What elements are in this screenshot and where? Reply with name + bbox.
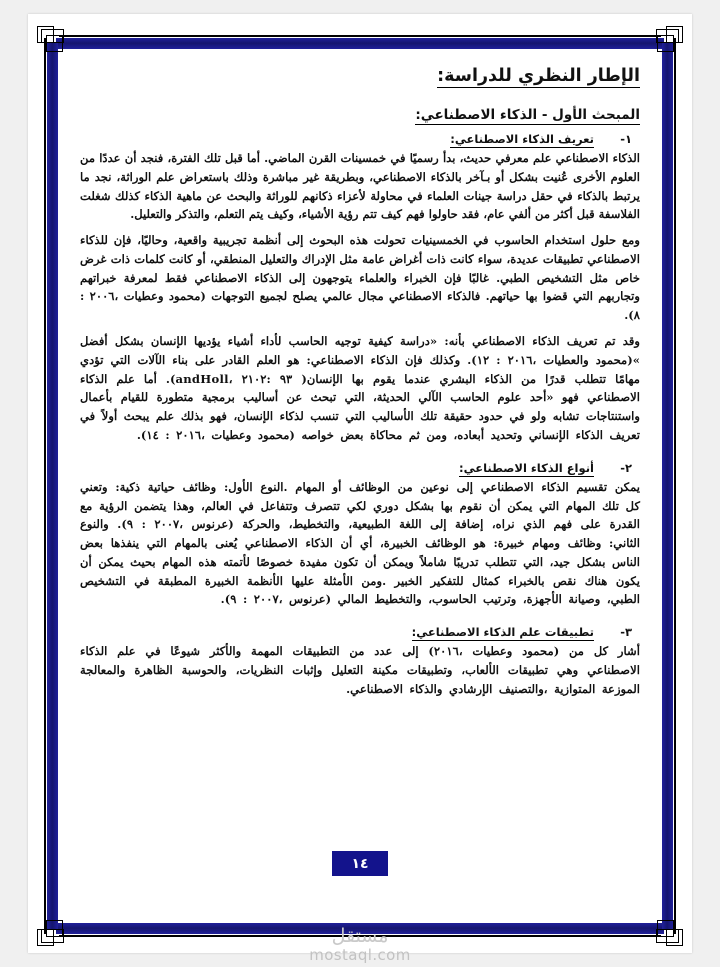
document-page (28, 14, 692, 953)
section-heading-2 (80, 461, 640, 475)
border-band-top (56, 38, 664, 49)
section-heading-label-2: أنواع الذكاء الاصطناعي: (458, 460, 594, 475)
section-index-1: ١- (620, 132, 632, 146)
border-band-right (662, 43, 673, 929)
border-corner-knot-top-left (37, 26, 73, 62)
watermark-latin: mostaql.com (309, 946, 411, 965)
chapter-title (80, 107, 640, 123)
watermark (0, 927, 720, 965)
watermark-arabic: مستقل (331, 925, 389, 948)
border-band-left (47, 43, 58, 929)
border-rule-right (674, 38, 676, 934)
page-title (80, 66, 640, 87)
paragraph: وقد تم تعريف الذكاء الاصطناعي بأنه: «دراسة كيفية توجيه الحاسب لأداء أشياء يؤديها الإنسان بشكل أفضل »(محمود والعطيات ،٢٠١٦ : ١٢). وكذلك فإن الذكاء الاصطناعي: هو العلم القادر على بناء الآلات التي تؤدي مهامًا تتطلب قدرًا من الذكاء البشري عندما يقوم بها الإنسان( ٩٣ :٢١٠٢ ،andHoll). أما علم الذكاء الاصطناعي فهو «أحد علوم الحاسب الآلي الحديثة، التي تبحث عن أساليب برمجية متطورة للقيام بأعمال واستنتاجات تشابه ولو في حدود حقيقة تلك الأساليب التي تنسب لذكاء الإنسان، فهو بذلك علم يبحث أولاً في تعريف الذكاء الإنساني وتحديد أبعاده، ومن ثم محاكاة بعض خواصه (محمود وعطيات ،٢٠١٦ : ١٤). (80, 334, 641, 442)
section-index-2: ٢- (620, 460, 632, 475)
section-index-3: ٣- (620, 625, 632, 640)
paragraph: يمكن تقسيم الذكاء الاصطناعي إلى نوعين من الوظائف أو المهام .النوع الأول: وظائف حياتية ذكية: وتعني كل تلك المهام التي يمكن أن نقوم بها بشكل دوري لكي تتصرف وتتفاعل في العالم، وهذا يتضمن الرؤية مع القدرة على فهم الذي نراه، إضافة إلى اللغة الطبيعية، والتخطيط، والحركة (عرنوس ،٢٠٠٧ : ٩). والنوع الثاني: وظائف ومهام خبيرة: هو الوظائف الخبيرة، أي أن الذكاء الاصطناعي يُعنى بالمهام التي ينفذها بعض الناس بشكل جيد، التي تتطلب تدريبًا شاملاً ويمكن أن تكون مفيدة خصوصًا لأتمته هذه المهام بحيث يمكن أن يكون هناك نقص بالخبراء كمثال للتفكير الخبير .ومن الأمثلة عليها الأنظمة الخبيرة المطبقة في التشخيص الطبي، وصيانة الأجهزة، وترتيب الحاسوب، والتخطيط المالي (عرنوس ،٢٠٠٧ : ٩). (80, 479, 640, 607)
document-content (80, 66, 640, 706)
page-number-badge: ١٤ (332, 851, 388, 876)
chapter-title-text: المبحث الأول - الذكاء الاصطناعي: (415, 107, 640, 123)
border-rule-top (59, 35, 661, 37)
paragraph: الذكاء الاصطناعي علم معرفي حديث، بدأ رسميًا في خمسينات القرن الماضي. أما قبل تلك الفترة، فنجد أن عددًا من العلوم الأخرى عُنيت بشكل أو بـآخر بالذكاء الاصطناعي، وبطريقة غير مباشرة وذلك باستعراض علم الوراثة، نجد ما يرتبط بالذكاء في حقل دراسة جينات العلماء في محاولة لأعزاء ذكانهم للوراثة والبحث عن ماهية الذكاء كذلك شغلت الفلاسفة قبل أكثر من ألفي عام، فقد حاولوا فهم كيف تتم رؤية الأشياء، وكيف يتم التعلم، والتذكر والتعليل. (80, 151, 640, 222)
section-heading-label-3: تطبيقات علم الذكاء الاصطناعي: (411, 625, 594, 640)
paragraph: أشار كل من (محمود وعطيات ،٢٠١٦) إلى عدد من التطبيقات المهمة والأكثر شيوعًا في علم الذكاء الاصطناعي وهي تطبيقات الألعاب، وتطبيقات مكينة التعليل وإثبات النظريات، والحوسبة الظاهرة والمعالجة الموزعة المتوازية ،والتصنيف الإرشادي والذكاء الاصطناعي. (80, 644, 640, 696)
border-rule-left (44, 38, 46, 934)
section-heading-3 (80, 625, 640, 639)
paragraph: ومع حلول استخدام الحاسوب في الخمسينيات تحولت هذه البحوث إلى أنظمة تجريبية واقعية، وحاليًا، فإن للذكاء الاصطناعي تطبيقات عديدة، سواء كانت ذات أغراض عامة مثل الإدراك والتعليل المنطقي، أو كانت كلمات ذات غرض خاص مثل التشخيص الطبي. غالبًا فإن الخبراء والعلماء يتوجهون إلى الذكاء الاصطناعي فقط لمعرفة خبراتهم وتجاربهم التي قضوا بها حياتهم. فالذكاء الاصطناعي مجال عالمي يصلح لجميع التوجهات (محمود وعطيات ،٢٠٠٦ : ٨). (80, 233, 640, 323)
section-heading-1 (80, 132, 640, 146)
section-heading-label-1: تعريف الذكاء الاصطناعي: (450, 132, 594, 146)
border-corner-knot-top-right (647, 26, 683, 62)
page-title-text: الإطار النظري للدراسة: (437, 66, 640, 86)
